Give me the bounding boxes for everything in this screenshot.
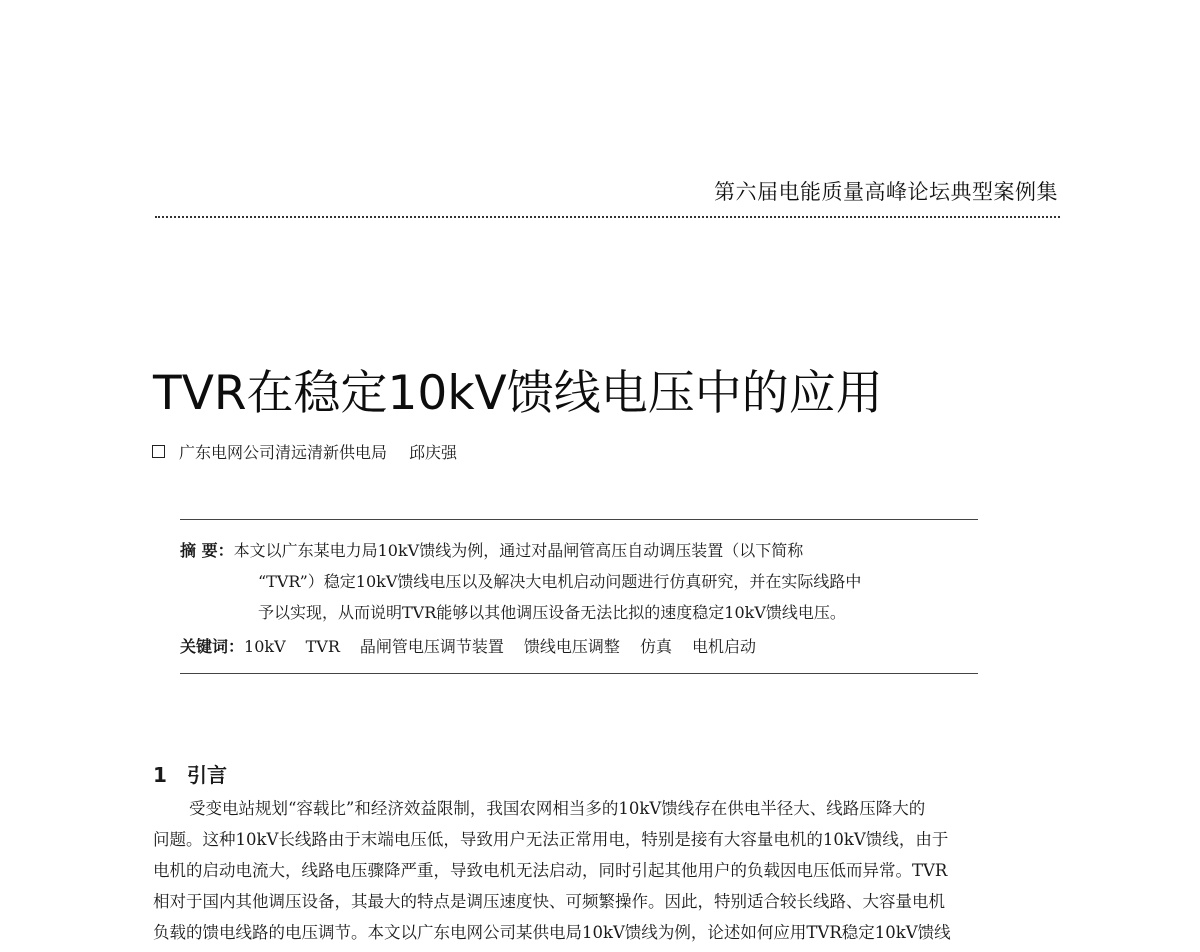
keywords-label: 关键词： [180, 637, 245, 656]
abstract-top-rule [180, 519, 978, 520]
abstract-label: 摘 要： [180, 541, 234, 560]
keyword: 晶闸管电压调节装置 [359, 637, 504, 656]
author-name: 邱庆强 [409, 443, 458, 462]
section-number: 1 [153, 763, 167, 787]
keyword: 仿真 [639, 637, 672, 656]
body-line: 受变电站规划“容载比”和经济效益限制，我国农网相当多的10kV馈线存在供电半径大、线路压降大的 [189, 799, 926, 818]
paper-title: TVR在稳定10kV馈线电压中的应用 [153, 366, 883, 421]
keywords-line [180, 634, 776, 657]
affiliation: 广东电网公司清远清新供电局 [179, 443, 388, 462]
author-line [152, 440, 457, 463]
running-header: 第六届电能质量高峰论坛典型案例集 [714, 180, 1058, 204]
keyword: 馈线电压调整 [523, 637, 620, 656]
keyword: 电机启动 [691, 637, 756, 656]
abstract-line: “TVR”）稳定10kV馈线电压以及解决大电机启动问题进行仿真研究，并在实际线路中 [258, 572, 862, 591]
abstract-bottom-rule [180, 673, 978, 674]
abstract-text: 本文以广东某电力局10kV馈线为例，通过对晶闸管高压自动调压装置（以下简称 [233, 541, 804, 560]
body-line: 负载的馈电线路的电压调节。本文以广东电网公司某供电局10kV馈线为例，论述如何应用TVR稳定10kV馈线 [153, 923, 951, 942]
abstract-line [180, 538, 803, 561]
keyword: 10kV [244, 637, 286, 656]
square-bullet-icon [152, 445, 165, 458]
section-title: 引言 [187, 763, 227, 787]
section-heading [153, 759, 227, 788]
abstract-line: 予以实现，从而说明TVR能够以其他调压设备无法比拟的速度稳定10kV馈线电压。 [258, 603, 846, 622]
body-line: 相对于国内其他调压设备，其最大的特点是调压速度快、可频繁操作。因此，特别适合较长线路、大容量电机 [153, 892, 945, 911]
keyword: TVR [305, 637, 340, 656]
body-line: 电机的启动电流大，线路电压骤降严重，导致电机无法启动，同时引起其他用户的负载因电压低而异常。TVR [153, 861, 948, 880]
header-divider [155, 216, 1060, 218]
body-line: 问题。这种10kV长线路由于末端电压低，导致用户无法正常用电，特别是接有大容量电机的10kV馈线，由于 [153, 830, 949, 849]
